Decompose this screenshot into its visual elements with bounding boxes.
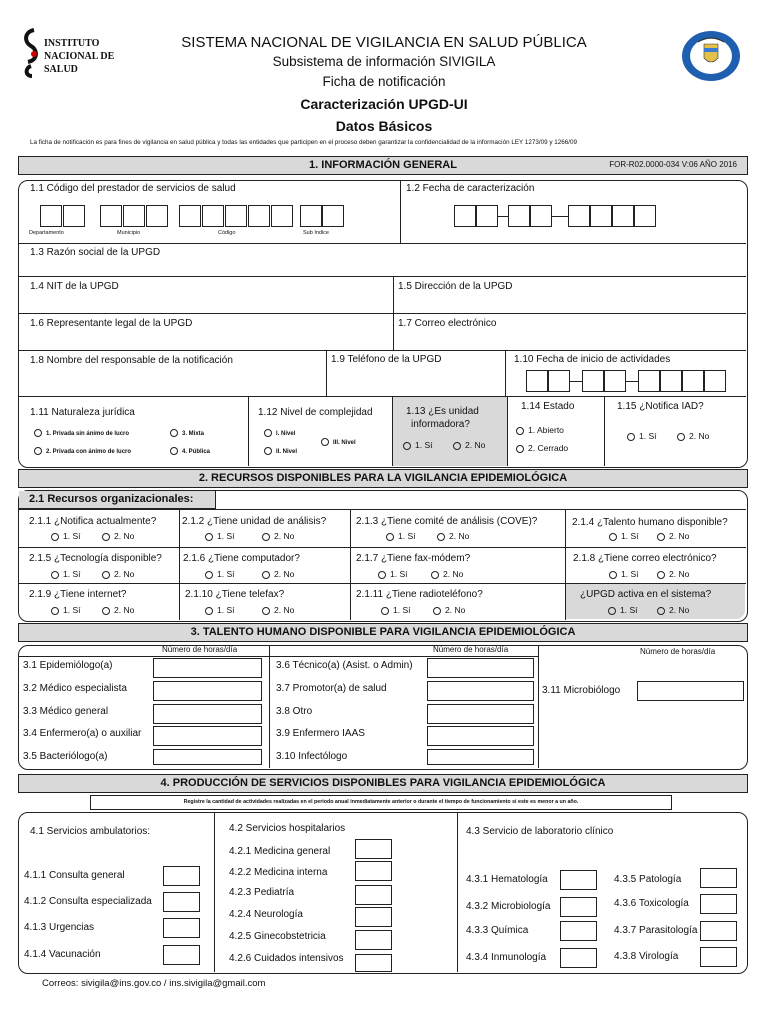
radio-icon — [516, 427, 524, 435]
label-2111: 2.1.11 ¿Tiene radioteléfono? — [356, 589, 483, 600]
date2-d1[interactable] — [526, 370, 548, 392]
radio-icon — [431, 571, 439, 579]
section3-header — [18, 623, 748, 642]
label-117: 1.7 Correo electrónico — [398, 318, 497, 329]
date2-d2[interactable] — [548, 370, 570, 392]
cell-cod-3[interactable] — [225, 205, 247, 227]
label-414: 4.1.4 Vacunación — [24, 949, 101, 960]
logo-text-1: INSTITUTO — [44, 38, 100, 49]
label-116: 1.6 Representante legal de la UPGD — [30, 318, 193, 329]
option-216-yes[interactable]: 1. Sí — [205, 569, 234, 579]
radio-icon — [205, 571, 213, 579]
section4-title: 4. PRODUCCIÓN DE SERVICIOS DISPONIBLES PARA VIGILANCIA EPIDEMIOLÓGICA — [160, 777, 606, 789]
input-39[interactable] — [427, 726, 534, 746]
label-118: 1.8 Nombre del responsable de la notificación — [30, 355, 233, 366]
option-115-no[interactable]: 2. No — [677, 431, 709, 441]
option-mixta[interactable]: 3. Mixta — [170, 427, 204, 437]
label-119: 1.9 Teléfono de la UPGD — [331, 354, 442, 365]
cell-dep-2[interactable] — [63, 205, 85, 227]
date2-y3[interactable] — [682, 370, 704, 392]
option-abierto[interactable]: 1. Abierto — [516, 425, 564, 435]
input-311[interactable] — [637, 681, 744, 701]
option-212-no[interactable]: 2. No — [262, 531, 294, 541]
label-413: 4.1.3 Urgencias — [24, 922, 95, 933]
radio-icon — [170, 429, 178, 437]
label-112: 1.2 Fecha de caracterización — [406, 183, 535, 194]
input-437[interactable] — [700, 921, 737, 941]
input-436[interactable] — [700, 894, 737, 914]
radio-icon — [102, 607, 110, 615]
label-1114: 1.14 Estado — [521, 401, 575, 412]
section2-sub-bar — [19, 491, 216, 509]
hours-header-2: Número de horas/día — [433, 645, 509, 654]
radio-icon — [34, 447, 42, 455]
input-433[interactable] — [560, 921, 597, 941]
date1-y1[interactable] — [568, 205, 590, 227]
input-421[interactable] — [355, 839, 392, 859]
cell-cod-5[interactable] — [271, 205, 293, 227]
label-42: 4.2 Servicios hospitalarios — [229, 823, 346, 834]
radio-icon — [51, 571, 59, 579]
input-431[interactable] — [560, 870, 597, 890]
hours-header-1: Número de horas/día — [162, 645, 238, 654]
title-basic-data: Datos Básicos — [335, 118, 433, 134]
label-35: 3.5 Bacteriólogo(a) — [23, 751, 108, 762]
section2-subtitle: 2.1 Recursos organizacionales: — [29, 493, 194, 505]
label-422: 4.2.2 Medicina interna — [229, 867, 328, 878]
option-214-no[interactable]: 2. No — [657, 531, 689, 541]
section4-note: Registre la cantidad de actividades realizadas en el periodo anual inmediatamente anterior o durante el tiempo de funcionamiento si este es menor a un año. — [90, 795, 672, 810]
input-35[interactable] — [153, 749, 262, 765]
radio-icon — [262, 571, 270, 579]
label-upgd-active: ¿UPGD activa en el sistema? — [580, 589, 712, 600]
radio-icon — [34, 429, 42, 437]
radio-icon — [264, 429, 272, 437]
title-subsystem: Subsistema de información SIVIGILA — [272, 54, 496, 69]
radio-icon — [102, 533, 110, 541]
date1-d2[interactable] — [476, 205, 498, 227]
input-310[interactable] — [427, 749, 534, 765]
radio-icon — [102, 571, 110, 579]
option-2111-yes[interactable]: 1. Sí — [381, 605, 410, 615]
radio-icon — [170, 447, 178, 455]
label-36: 3.6 Técnico(a) (Asist. o Admin) — [276, 660, 413, 671]
cell-cod-2[interactable] — [202, 205, 224, 227]
cell-dep-1[interactable] — [40, 205, 62, 227]
label-31: 3.1 Epidemiólogo(a) — [23, 660, 113, 671]
input-434[interactable] — [560, 948, 597, 968]
radio-icon — [381, 607, 389, 615]
radio-icon — [262, 533, 270, 541]
date2-m2[interactable] — [604, 370, 626, 392]
section2-header — [18, 469, 748, 488]
cell-mun-1[interactable] — [100, 205, 122, 227]
label-115: 1.5 Dirección de la UPGD — [398, 281, 513, 292]
date1-m2[interactable] — [530, 205, 552, 227]
label-39: 3.9 Enfermero IAAS — [276, 728, 365, 739]
colombia-seal — [680, 30, 742, 82]
label-1112: 1.12 Nivel de complejidad — [258, 407, 373, 418]
radio-icon — [51, 607, 59, 615]
label-32: 3.2 Médico especialista — [23, 683, 127, 694]
input-36[interactable] — [427, 658, 534, 678]
input-37[interactable] — [427, 681, 534, 701]
label-114: 1.4 NIT de la UPGD — [30, 281, 119, 292]
label-1111: 1.11 Naturaleza jurídica — [30, 407, 135, 418]
option-219-yes[interactable]: 1. Sí — [51, 605, 80, 615]
section1-title: 1. INFORMACIÓN GENERAL — [309, 159, 457, 171]
label-432: 4.3.2 Microbiología — [466, 901, 551, 912]
option-2111-no[interactable]: 2. No — [433, 605, 465, 615]
option-217-yes[interactable]: 1. Sí — [378, 569, 407, 579]
section3-title: 3. TALENTO HUMANO DISPONIBLE PARA VIGILANCIA EPIDEMIOLÓGICA — [190, 626, 576, 638]
label-41: 4.1 Servicios ambulatorios: — [30, 826, 151, 837]
input-422[interactable] — [355, 861, 392, 881]
radio-icon — [657, 607, 665, 615]
input-32[interactable] — [153, 681, 262, 701]
radio-icon — [516, 445, 524, 453]
label-34: 3.4 Enfermero(a) o auxiliar — [23, 728, 142, 739]
logo-text-2: NACIONAL DE — [44, 51, 115, 62]
radio-icon — [609, 533, 617, 541]
label-213: 2.1.3 ¿Tiene comité de análisis (COVE)? — [356, 516, 538, 527]
option-upgd-yes[interactable]: 1. Sí — [608, 605, 637, 615]
input-424[interactable] — [355, 907, 392, 927]
date2-y4[interactable] — [704, 370, 726, 392]
section4-header — [18, 774, 748, 793]
input-414[interactable] — [163, 945, 200, 965]
date2-m1[interactable] — [582, 370, 604, 392]
label-438: 4.3.8 Virología — [614, 951, 679, 962]
label-219: 2.1.9 ¿Tiene internet? — [29, 589, 127, 600]
input-423[interactable] — [355, 885, 392, 905]
input-33[interactable] — [153, 704, 262, 724]
option-115-yes[interactable]: 1. Sí — [627, 431, 656, 441]
radio-icon — [205, 533, 213, 541]
option-2110-no[interactable]: 2. No — [262, 605, 294, 615]
title-form: Ficha de notificación — [322, 74, 446, 89]
radio-icon — [453, 442, 461, 450]
section2-title: 2. RECURSOS DISPONIBLES PARA LA VIGILANCIA EPIDEMIOLÓGICA — [198, 472, 568, 484]
cell-cod-1[interactable] — [179, 205, 201, 227]
option-2110-yes[interactable]: 1. Sí — [205, 605, 234, 615]
label-421: 4.2.1 Medicina general — [229, 846, 331, 857]
input-432[interactable] — [560, 897, 597, 917]
input-31[interactable] — [153, 658, 262, 678]
label-codigo: Código — [218, 230, 236, 236]
cell-sub-1[interactable] — [300, 205, 322, 227]
option-211-yes[interactable]: 1. Sí — [51, 531, 80, 541]
label-216: 2.1.6 ¿Tiene computador? — [183, 553, 300, 564]
label-33: 3.3 Médico general — [23, 706, 109, 717]
date2-y2[interactable] — [660, 370, 682, 392]
label-437: 4.3.7 Parasitología — [614, 925, 698, 936]
label-subindice: Sub Indice — [303, 230, 329, 236]
label-municipio: Municipio — [117, 230, 141, 236]
radio-icon — [609, 571, 617, 579]
label-310: 3.10 Infectólogo — [276, 751, 348, 762]
option-213-no[interactable]: 2. No — [437, 531, 469, 541]
radio-icon — [321, 438, 329, 446]
label-43: 4.3 Servicio de laboratorio clínico — [466, 826, 614, 837]
input-425[interactable] — [355, 930, 392, 950]
option-218-yes[interactable]: 1. Sí — [609, 569, 638, 579]
label-431: 4.3.1 Hematología — [466, 874, 548, 885]
footer-emails: Correos: sivigila@ins.gov.co / ins.sivigila@gmail.com — [42, 978, 266, 989]
option-cerrado[interactable]: 2. Cerrado — [516, 443, 568, 453]
label-211: 2.1.1 ¿Notifica actualmente? — [29, 516, 157, 527]
date1-y2[interactable] — [590, 205, 612, 227]
radio-icon — [657, 533, 665, 541]
option-nivel-1[interactable]: I. Nivel — [264, 427, 295, 437]
radio-icon — [627, 433, 635, 441]
label-38: 3.8 Otro — [276, 706, 313, 717]
option-113-no[interactable]: 2. No — [453, 440, 485, 450]
option-nivel-2[interactable]: II. Nivel — [264, 445, 297, 455]
option-219-no[interactable]: 2. No — [102, 605, 134, 615]
option-publica[interactable]: 4. Pública — [170, 445, 210, 455]
label-113: 1.3 Razón social de la UPGD — [30, 247, 161, 258]
option-nivel-3[interactable]: III. Nivel — [321, 436, 356, 446]
date1-m1[interactable] — [508, 205, 530, 227]
label-426: 4.2.6 Cuidados intensivos — [229, 953, 344, 964]
section1-header — [18, 156, 748, 175]
label-217: 2.1.7 ¿Tiene fax-módem? — [356, 553, 471, 564]
logo-text-3: SALUD — [44, 64, 78, 75]
form-code: FOR-R02.0000-034 V:06 AÑO 2016 — [609, 160, 737, 169]
radio-icon — [378, 571, 386, 579]
option-upgd-no[interactable]: 2. No — [657, 605, 689, 615]
radio-icon — [608, 607, 616, 615]
input-438[interactable] — [700, 947, 737, 967]
input-413[interactable] — [163, 918, 200, 938]
label-212: 2.1.2 ¿Tiene unidad de análisis? — [182, 516, 327, 527]
input-435[interactable] — [700, 868, 737, 888]
date1-y3[interactable] — [612, 205, 634, 227]
label-434: 4.3.4 Inmunología — [466, 952, 547, 963]
label-37: 3.7 Promotor(a) de salud — [276, 683, 387, 694]
label-423: 4.2.3 Pediatría — [229, 887, 295, 898]
label-215: 2.1.5 ¿Tecnología disponible? — [29, 553, 162, 564]
input-38[interactable] — [427, 704, 534, 724]
option-214-yes[interactable]: 1. Sí — [609, 531, 638, 541]
option-213-yes[interactable]: 1. Sí — [386, 531, 415, 541]
radio-icon — [657, 571, 665, 579]
radio-icon — [403, 442, 411, 450]
radio-icon — [433, 607, 441, 615]
cell-mun-3[interactable] — [146, 205, 168, 227]
input-426[interactable] — [355, 954, 392, 972]
radio-icon — [51, 533, 59, 541]
option-218-no[interactable]: 2. No — [657, 569, 689, 579]
radio-icon — [437, 533, 445, 541]
option-211-no[interactable]: 2. No — [102, 531, 134, 541]
date2-y1[interactable] — [638, 370, 660, 392]
hours-header-3: Número de horas/día — [640, 647, 716, 656]
label-311: 3.11 Microbiólogo — [542, 685, 621, 696]
input-411[interactable] — [163, 866, 200, 886]
cell-cod-4[interactable] — [248, 205, 270, 227]
label-1110: 1.10 Fecha de inicio de actividades — [514, 354, 671, 365]
option-215-yes[interactable]: 1. Sí — [51, 569, 80, 579]
radio-icon — [677, 433, 685, 441]
label-111: 1.1 Código del prestador de servicios de salud — [30, 183, 236, 194]
label-411: 4.1.1 Consulta general — [24, 870, 125, 881]
option-216-no[interactable]: 2. No — [262, 569, 294, 579]
cell-mun-2[interactable] — [123, 205, 145, 227]
seal-icon — [680, 30, 742, 82]
option-privada-sin[interactable]: 1. Privada sin ánimo de lucro — [34, 427, 129, 437]
label-1115: 1.15 ¿Notifica IAD? — [617, 401, 704, 412]
label-425: 4.2.5 Ginecobstetricia — [229, 931, 326, 942]
label-436: 4.3.6 Toxicología — [614, 898, 689, 909]
label-2110: 2.1.10 ¿Tiene telefax? — [185, 589, 285, 600]
option-217-no[interactable]: 2. No — [431, 569, 463, 579]
label-departamento: Departamento — [29, 230, 64, 236]
title-characterization: Caracterización UPGD-UI — [300, 96, 468, 112]
input-412[interactable] — [163, 892, 200, 912]
label-435: 4.3.5 Patología — [614, 874, 682, 885]
date1-d1[interactable] — [454, 205, 476, 227]
option-113-yes[interactable]: 1. Sí — [403, 440, 432, 450]
title-system: SISTEMA NACIONAL DE VIGILANCIA EN SALUD PÚBLICA — [181, 34, 587, 51]
radio-icon — [262, 607, 270, 615]
input-34[interactable] — [153, 726, 262, 746]
option-215-no[interactable]: 2. No — [102, 569, 134, 579]
confidentiality-notice: La ficha de notificación es para fines de vigilancia en salud pública y todas las entidades que participen en el proceso deben garantizar la confidencialidad de la información LEY 1273/09 y 1266/09 — [30, 139, 578, 146]
radio-icon — [205, 607, 213, 615]
option-privada-con[interactable]: 2. Privada con ánimo de lucro — [34, 445, 131, 455]
radio-icon — [264, 447, 272, 455]
label-1113: 1.13 ¿Es unidad — [406, 406, 479, 417]
label-433: 4.3.3 Química — [466, 925, 529, 936]
label-1113b: informadora? — [411, 419, 470, 430]
label-424: 4.2.4 Neurología — [229, 909, 303, 920]
label-214: 2.1.4 ¿Talento humano disponible? — [572, 517, 728, 528]
cell-sub-2[interactable] — [322, 205, 344, 227]
label-218: 2.1.8 ¿Tiene correo electrónico? — [573, 553, 717, 564]
label-412: 4.1.2 Consulta especializada — [24, 896, 152, 907]
option-212-yes[interactable]: 1. Sí — [205, 531, 234, 541]
radio-icon — [386, 533, 394, 541]
date1-y4[interactable] — [634, 205, 656, 227]
